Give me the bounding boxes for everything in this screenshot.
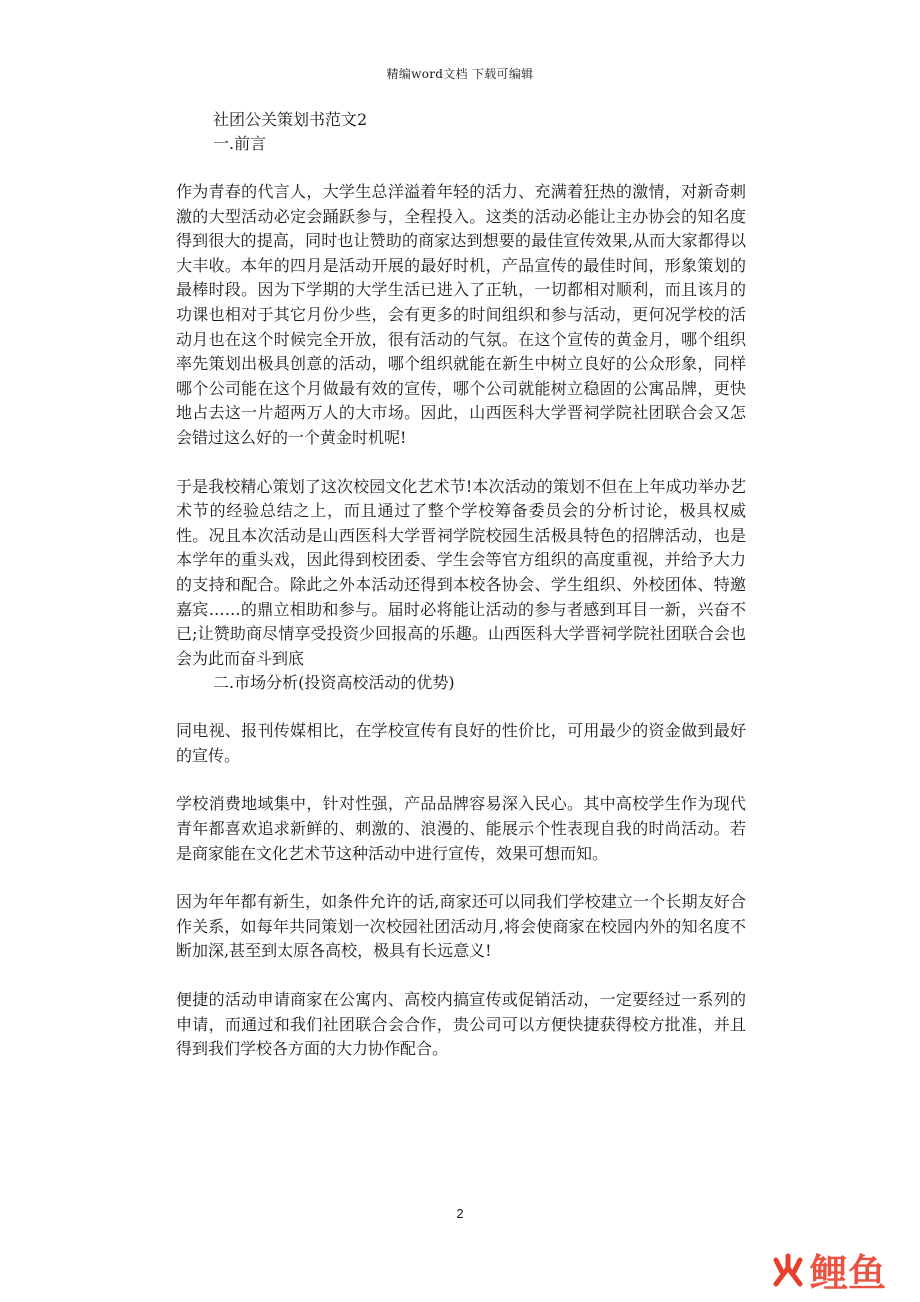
paragraph-6: 便捷的活动申请商家在公寓内、高校内搞宣传或促销活动，一定要经过一系列的申请，而通过和我们社团联合会合作，贵公司可以方便快捷获得校方批准，并且得到我们学校各方面的大力协作配合。 [176,990,746,1059]
page-header: 精编word文档 下载可编辑 [386,67,534,81]
paragraph-4: 学校消费地域集中，针对性强，产品品牌容易深入民心。其中高校学生作为现代青年都喜欢追求新鲜的、刺激的、浪漫的、能展示个性表现自我的时尚活动。若是商家能在文化艺术节这种活动中进行宣传，效果可想而知。 [176,794,746,863]
paragraph-1: 作为青春的代言人，大学生总洋溢着年轻的活力、充满着狂热的激情，对新奇刺激的大型活动必定会踊跃参与，全程投入。这类的活动必能让主办协会的知名度得到很大的提高，同时也让赞助的商家达到想要的最佳宣传效果,从而大家都得以大丰收。本年的四月是活动开展的最好时机，产品宣传的最佳时间，形象策划的最棒时段。因为下学期的大学生活已进入了正轨，一切都相对顺利，而且该月的功课也相对于其它月份少些，会有更多的时间组织和参与活动，更何况学校的活动月也在这个时候完全开放，很有活动的气氛。在这个宣传的黄金月，哪个组织率先策划出极具创意的活动，哪个组织就能在新生中树立良好的公众形象，同样哪个公司能在这个月做最有效的宣传，哪个公司就能树立稳固的公寓品牌，更快地占去这一片超两万人的大市场。因此，山西医科大学晋祠学院社团联合会又怎会错过这么好的一个黄金时机呢! [176,182,746,447]
paragraph-5: 因为年年都有新生，如条件允许的话,商家还可以同我们学校建立一个长期友好合作关系，如每年共同策划一次校园社团活动月,将会使商家在校园内外的知名度不断加深,甚至到太原各高校，极具有长远意义! [176,892,746,961]
watermark-logo [770,1254,886,1294]
paragraph-2: 于是我校精心策划了这次校园文化艺术节!本次活动的策划不但在上年成功举办艺术节的经验总结之上，而且通过了整个学校筹备委员会的分析讨论，极具权威性。况且本次活动是山西医科大学晋祠学院校园生活极具特色的招牌活动，也是本学年的重头戏，因此得到校团委、学生会等官方组织的高度重视，并给予大力的支持和配合。除此之外本活动还得到本校各协会、学生组织、外校团体、特邀嘉宾……的鼎立相助和参与。届时必将能让活动的参与者感到耳目一新，兴奋不已;让赞助商尽情享受投资少回报高的乐趣。山西医科大学晋祠学院社团联合会也会为此而奋斗到底 [176,476,746,668]
page-number: 2 [456,1206,464,1221]
fire-logo-icon [770,1252,806,1296]
document-body [176,108,746,1062]
section-heading-market: 二.市场分析(投资高校活动的优势) [213,673,455,693]
section-heading-preface: 一.前言 [213,134,267,153]
watermark-text: 鲤鱼 [809,1253,886,1295]
document-title: 社团公关策划书范文2 [213,110,368,129]
paragraph-3: 同电视、报刊传媒相比，在学校宣传有良好的性价比，可用最少的资金做到最好的宣传。 [176,721,746,765]
